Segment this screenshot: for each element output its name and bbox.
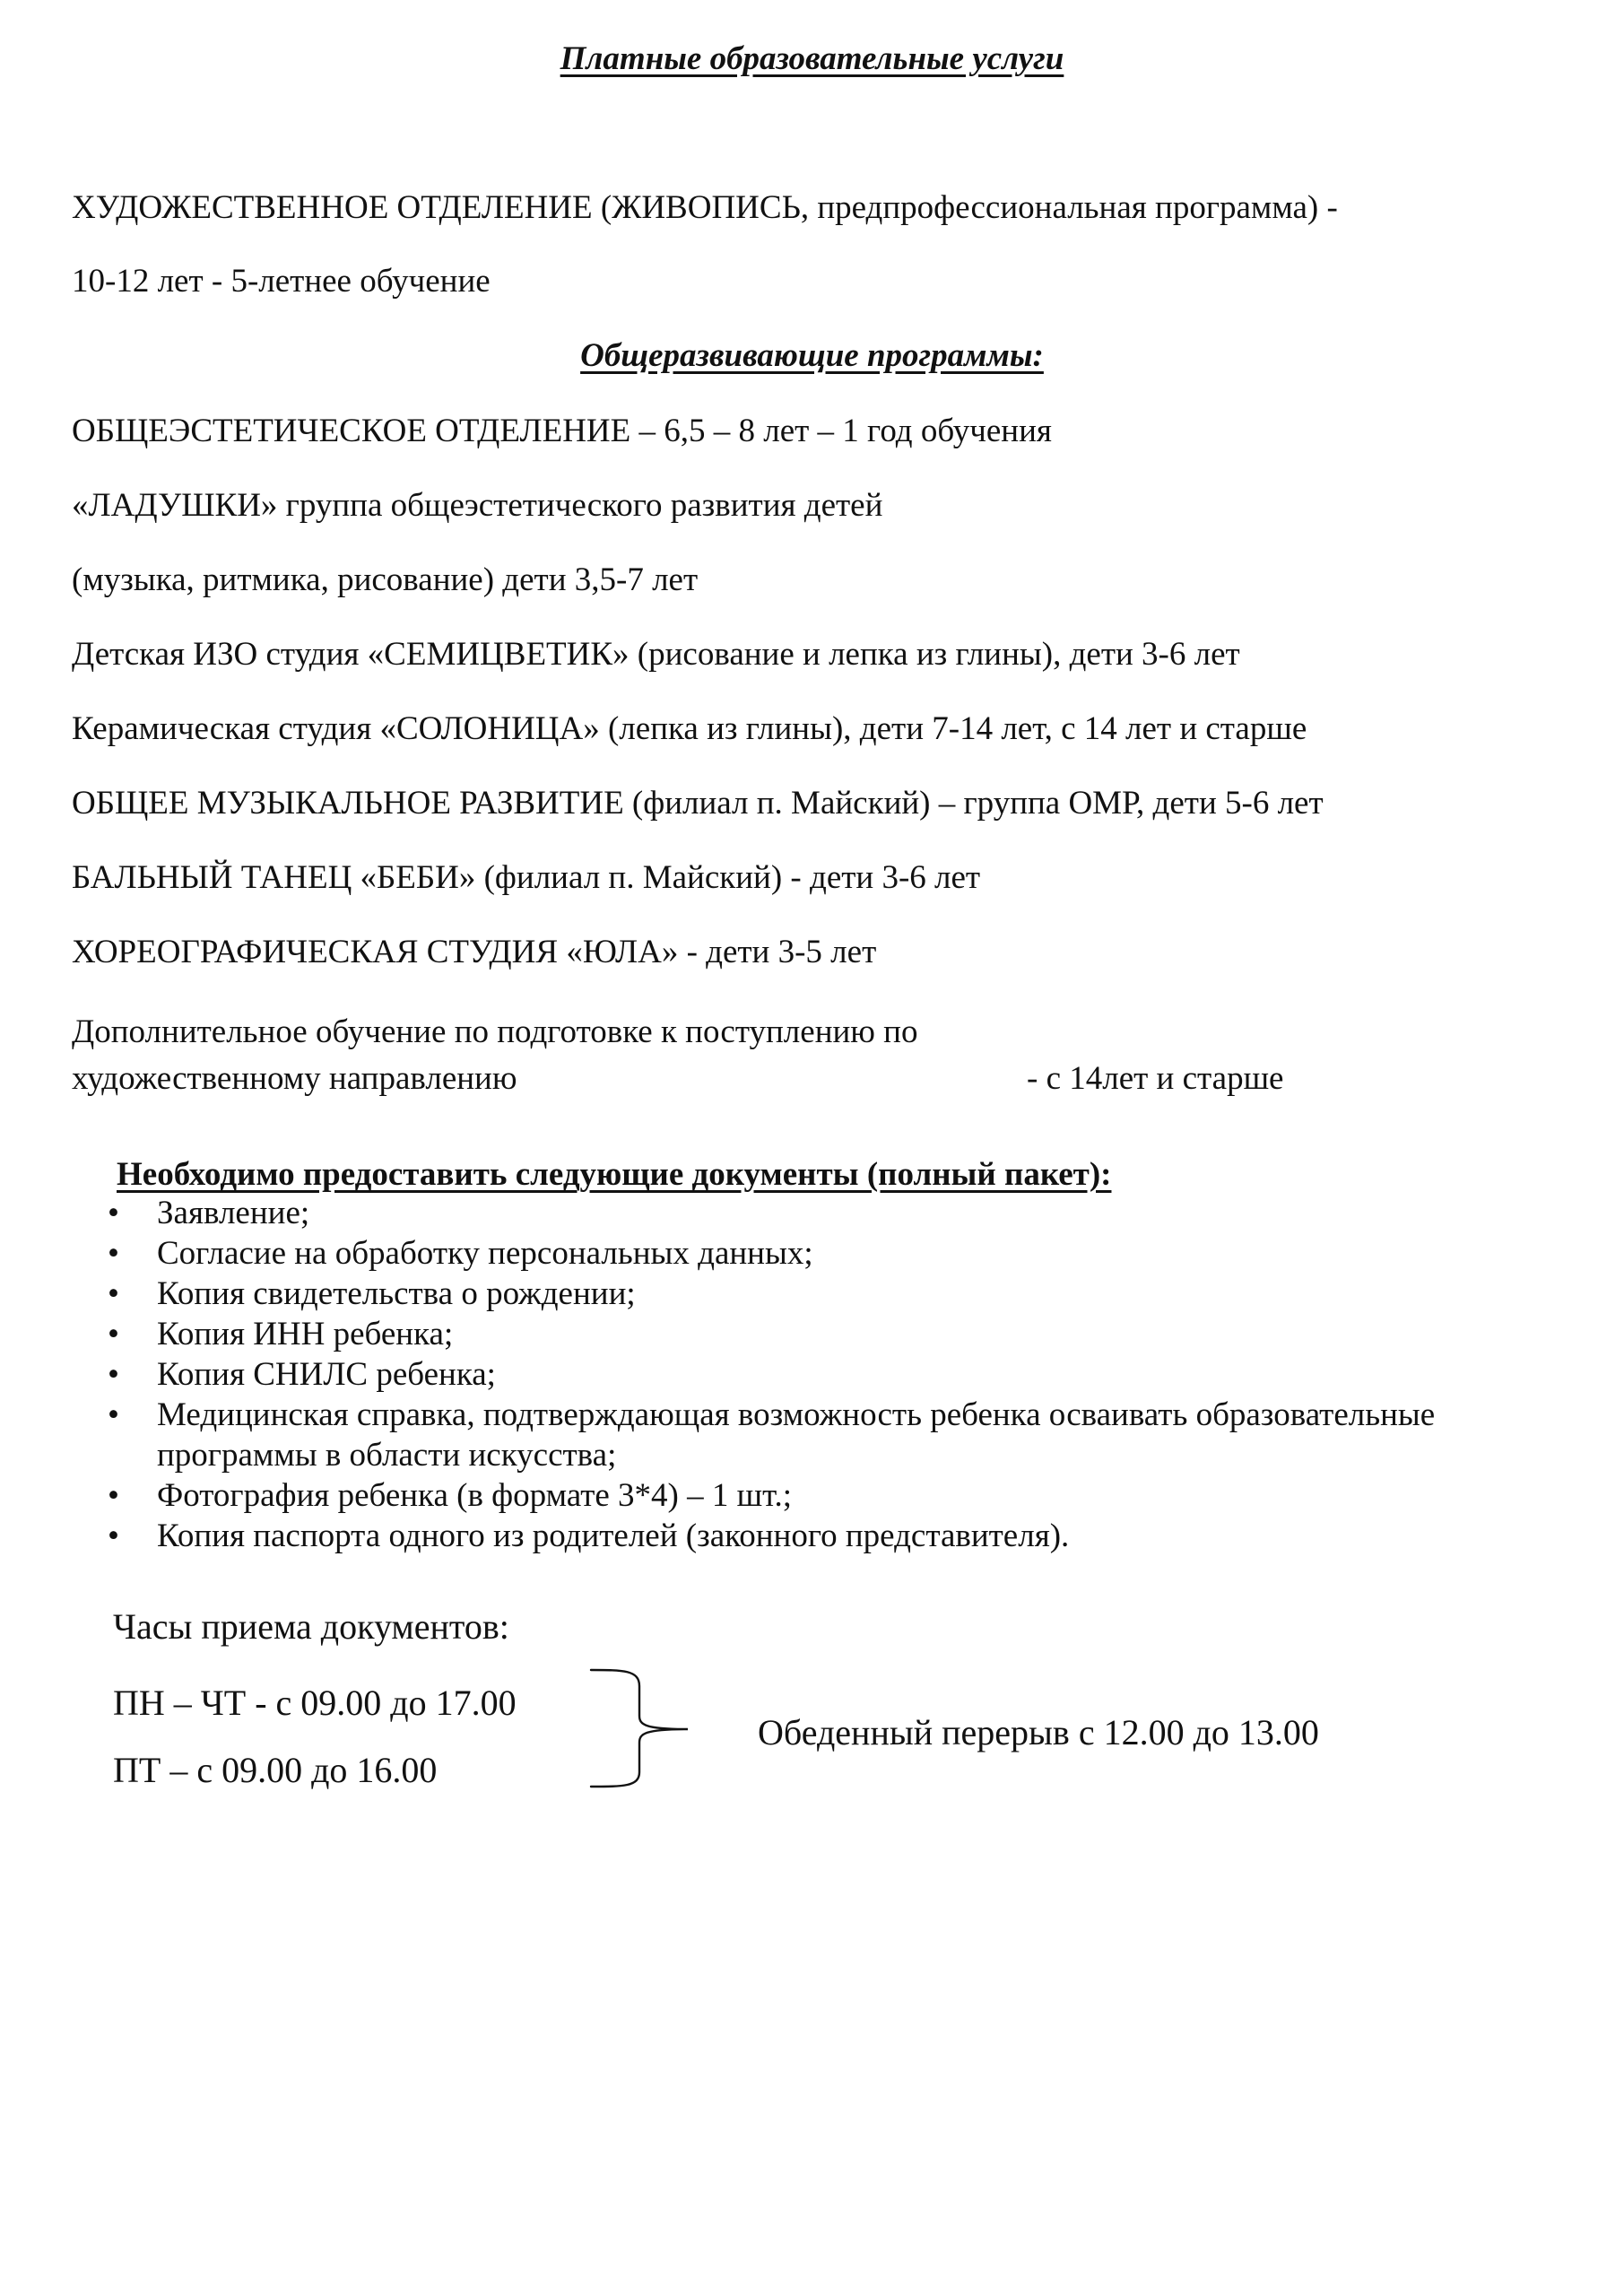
program-item: «ЛАДУШКИ» группа общеэстетического развития детей	[72, 487, 883, 524]
program-item: ОБЩЕЕ МУЗЫКАЛЬНОЕ РАЗВИТИЕ (филиал п. Майский) – группа ОМР, дети 5-6 лет	[72, 785, 1324, 822]
page-title: Платные образовательные услуги	[560, 40, 1064, 77]
list-item: • Фотография ребенка (в формате 3*4) – 1 шт.;	[108, 1477, 793, 1514]
bullet-icon: •	[108, 1518, 119, 1554]
prep-course-line-2: художественному направлению	[72, 1060, 517, 1097]
curly-brace-icon	[587, 1666, 695, 1792]
list-item: • Копия СНИЛС ребенка;	[108, 1356, 496, 1393]
bullet-icon: •	[108, 1316, 119, 1352]
program-item: Детская ИЗО студия «СЕМИЦВЕТИК» (рисование и лепка из глины), дети 3-6 лет	[72, 636, 1240, 673]
bullet-icon: •	[108, 1235, 119, 1272]
program-item: Керамическая студия «СОЛОНИЦА» (лепка из глины), дети 7-14 лет, с 14 лет и старше	[72, 710, 1307, 747]
prep-course-age: - с 14лет и старше	[1027, 1060, 1284, 1097]
hours-mon-thu: ПН – ЧТ - с 09.00 до 17.00	[113, 1683, 517, 1723]
bullet-icon: •	[108, 1195, 119, 1231]
bullet-icon: •	[108, 1275, 119, 1312]
lunch-break: Обеденный перерыв с 12.00 до 13.00	[758, 1712, 1319, 1752]
list-item: • Копия свидетельства о рождении;	[108, 1275, 636, 1312]
art-department-line-2: 10-12 лет - 5-летнее обучение	[72, 263, 491, 300]
prep-course-line-1: Дополнительное обучение по подготовке к поступлению по	[72, 1013, 918, 1050]
list-item: • Согласие на обработку персональных данных;	[108, 1235, 813, 1272]
general-programs-heading: Общеразвивающие программы:	[580, 337, 1044, 374]
documents-list	[72, 1193, 1560, 1556]
documents-heading: Необходимо предоставить следующие документы (полный пакет):	[117, 1156, 1112, 1193]
bullet-icon: •	[108, 1356, 119, 1393]
bullet-icon: •	[108, 1477, 119, 1514]
list-item: • Копия паспорта одного из родителей (законного представителя).	[108, 1518, 1070, 1554]
list-item: • Копия ИНН ребенка;	[108, 1316, 454, 1352]
bullet-icon: •	[108, 1396, 119, 1433]
list-item: • Медицинская справка, подтверждающая возможность ребенка осваивать образовательные программы в области искусства;	[108, 1396, 1436, 1474]
list-item: • Заявление;	[108, 1195, 310, 1231]
art-department-line-1: ХУДОЖЕСТВЕННОЕ ОТДЕЛЕНИЕ (ЖИВОПИСЬ, предпрофессиональная программа) -	[72, 189, 1338, 226]
program-item: ХОРЕОГРАФИЧЕСКАЯ СТУДИЯ «ЮЛА» - дети 3-5 лет	[72, 934, 877, 970]
program-item: (музыка, ритмика, рисование) дети 3,5-7 лет	[72, 561, 699, 598]
program-item: ОБЩЕЭСТЕТИЧЕСКОЕ ОТДЕЛЕНИЕ – 6,5 – 8 лет – 1 год обучения	[72, 413, 1052, 449]
hours-title: Часы приема документов:	[113, 1606, 509, 1647]
hours-fri: ПТ – с 09.00 до 16.00	[113, 1750, 438, 1790]
program-item: БАЛЬНЫЙ ТАНЕЦ «БЕБИ» (филиал п. Майский) - дети 3-6 лет	[72, 859, 981, 896]
